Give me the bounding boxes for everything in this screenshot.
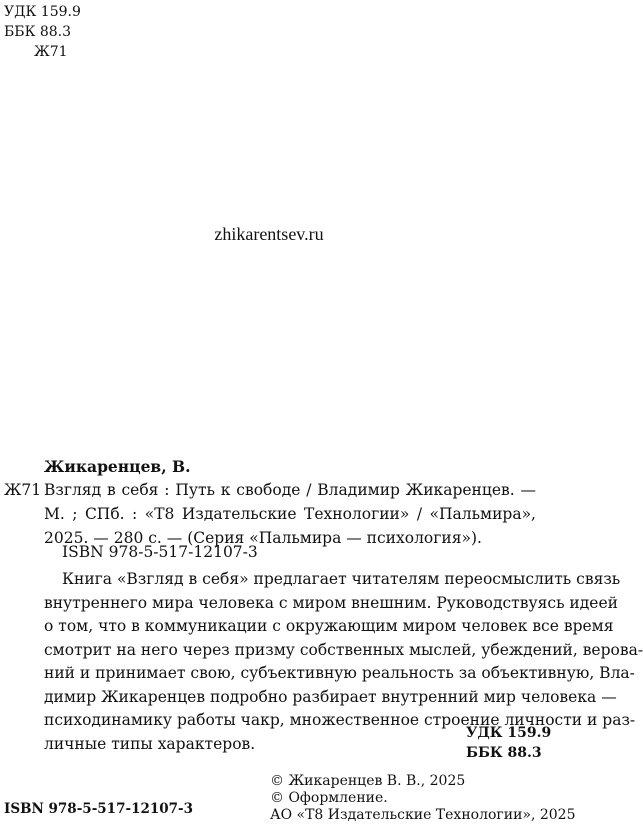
website-link[interactable]: zhikarentsev.ru <box>214 224 324 244</box>
isbn-number: ISBN 978-5-517-12107-3 <box>62 543 258 561</box>
annotation-line: о том, что в коммуникации с окружающим миром человек все время <box>44 617 614 635</box>
annotation-line: Книга «Взгляд в себя» предлагает читателям переосмыслить связь <box>62 570 621 588</box>
copyright-author: © Жикаренцев В. В., 2025 <box>270 773 466 789</box>
classification-codes-bottom <box>466 723 551 763</box>
bibliographic-description <box>4 478 536 550</box>
author-heading: Жикаренцев, В. <box>44 457 191 476</box>
author-mark: Ж71 <box>34 44 68 60</box>
annotation-line: личные типы характеров. <box>44 734 256 753</box>
bib-line-1 <box>4 478 536 502</box>
bib-line-2 <box>4 502 536 526</box>
classification-codes-top <box>4 2 81 62</box>
annotation-line: смотрит на него через призму собственных мыслей, убеждений, верова- <box>44 640 643 659</box>
isbn-bottom: ISBN 978-5-517-12107-3 <box>4 801 194 817</box>
annotation-line: психодинамику работы чакр, множественное строение личности и раз- <box>44 711 636 729</box>
bbk-code: ББК 88.3 <box>4 24 72 40</box>
annotation-line: внутреннего мира человека с миром внешним. Руководствуясь идеей <box>44 593 618 612</box>
bbk-code-bottom: ББК 88.3 <box>466 745 542 761</box>
annotation-line: димир Жикаренцев подробно разбирает внутренний мир человека — <box>44 687 617 706</box>
udk-code: УДК 159.9 <box>4 4 81 20</box>
bib-text-3: 2025. — 280 с. — (Серия «Пальмира — психология»). <box>44 529 482 547</box>
udk-code-bottom: УДК 159.9 <box>466 725 552 741</box>
copyright-design: © Оформление. <box>270 790 388 806</box>
copyright-publisher: АО «Т8 Издательские Технологии», 2025 <box>270 807 576 823</box>
annotation-line: ний и принимает свою, субъективную реальность за объективную, Вла- <box>44 664 635 682</box>
bib-text-1: Взгляд в себя : Путь к свободе / Владимир Жикаренцев. — <box>44 481 536 499</box>
bib-text-2: М. ; СПб. : «Т8 Издательские Технологии» / «Пальмира», <box>44 505 536 523</box>
author-mark-code: Ж71 <box>4 481 42 499</box>
annotation <box>44 568 643 756</box>
copyright-block <box>270 773 576 824</box>
